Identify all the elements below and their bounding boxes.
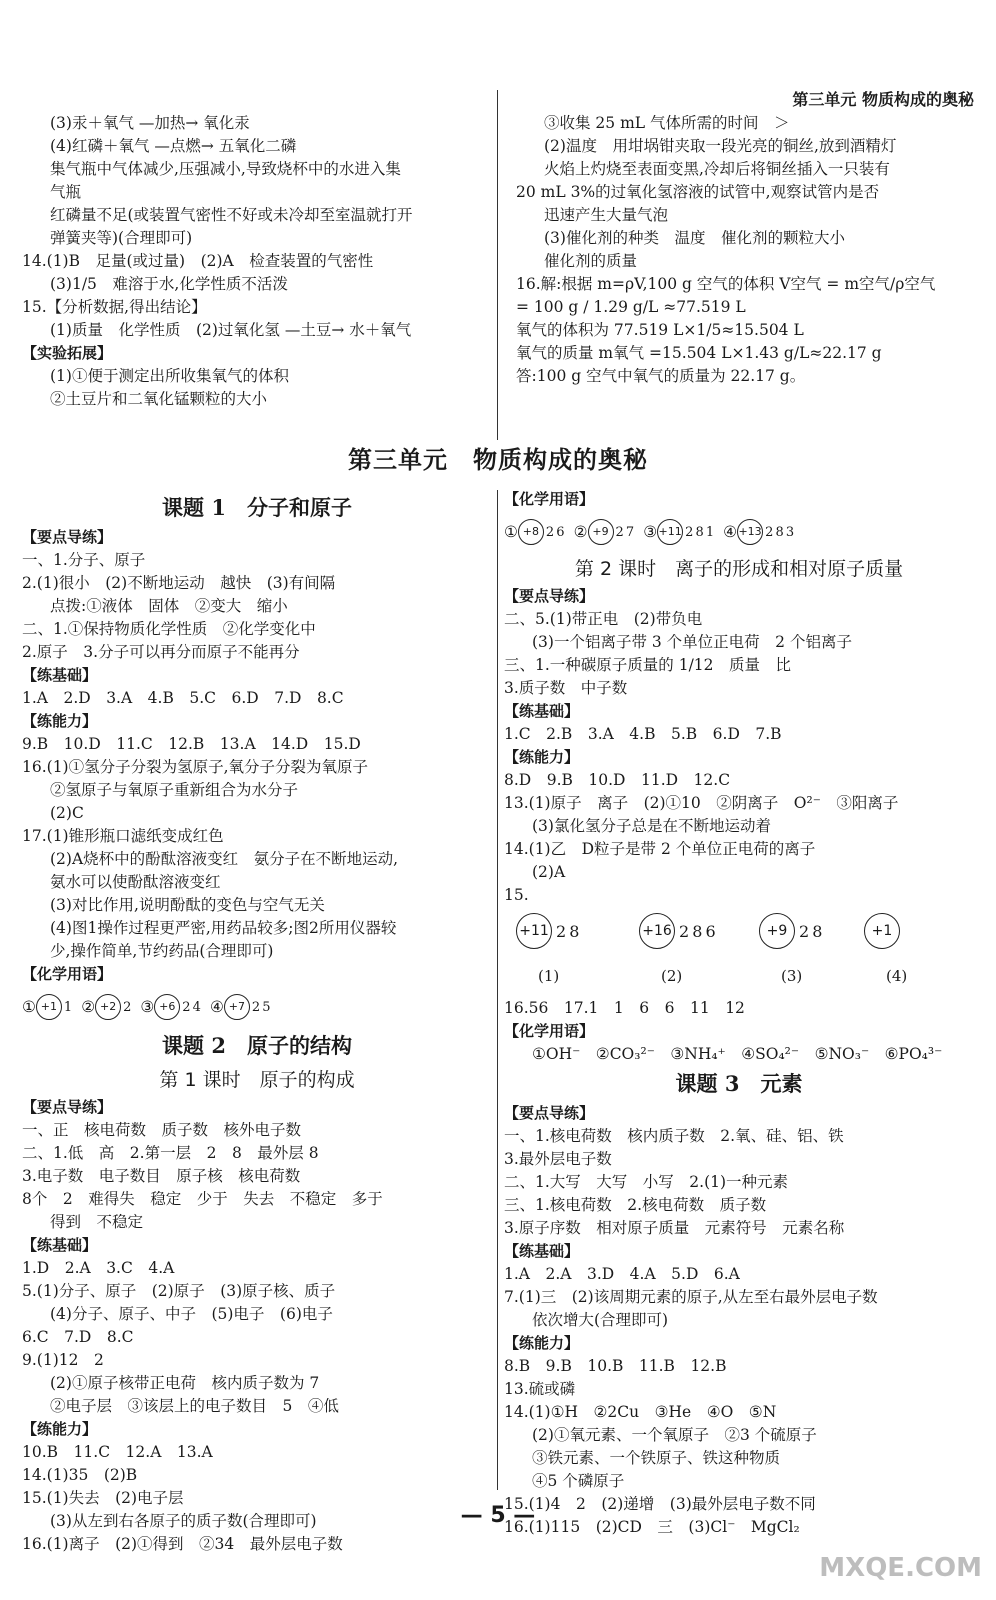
text-line: 15.(1)失去 (2)电子层 xyxy=(22,1489,184,1507)
atom-structure-diagram xyxy=(140,994,200,1020)
text-line: 【要点导练】 xyxy=(22,528,113,546)
text-line: ④5 个磷原子 xyxy=(532,1472,625,1490)
text-line: (3)汞＋氧气 —加热→ 氧化汞 xyxy=(50,114,250,132)
text-line: ②电子层 ③该层上的电子数目 5 ④低 xyxy=(50,1397,339,1415)
text-line: 14.(1)B 足量(或过量) (2)A 检查装置的气密性 xyxy=(22,252,374,270)
electron-shells: 2 8 xyxy=(799,921,822,941)
ion-structure-diagram xyxy=(759,913,821,949)
nucleus-circle: +1 xyxy=(36,994,62,1020)
atom-index: ② xyxy=(573,522,588,541)
atom-index: ① xyxy=(504,522,518,541)
text-line: 16.(1)115 (2)CD 三 (3)Cl⁻ MgCl₂ xyxy=(504,1518,800,1536)
text-line: 一、1.分子、原子 xyxy=(22,551,146,569)
text-line: (1)①便于测定出所收集氧气的体积 xyxy=(50,367,289,385)
text-line: ②氢原子与氧原子重新组合为水分子 xyxy=(50,781,299,799)
text-line: 得到 不稳定 xyxy=(50,1213,144,1231)
lesson3-body xyxy=(504,1102,974,1539)
text-line: 集气瓶中气体减少,压强减小,导致烧杯中的水进入集 xyxy=(50,160,401,178)
text-line: 14.(1)乙 D粒子是带 2 个单位正电荷的离子 xyxy=(504,840,816,858)
lesson2-subtitle: 第 1 课时 原子的构成 xyxy=(159,1069,355,1091)
text-line: 2.(1)很小 (2)不断地运动 越快 (3)有间隔 xyxy=(22,574,336,592)
text-line: 红磷量不足(或装置气密性不好或未冷却至室温就打开 xyxy=(50,206,413,224)
text-line: 8.B 9.B 10.B 11.B 12.B xyxy=(504,1357,727,1375)
text-line: (4)分子、原子、中子 (5)电子 (6)电子 xyxy=(50,1305,333,1323)
text-line: 【练能力】 xyxy=(22,1420,98,1438)
nucleus-circle: +7 xyxy=(224,994,250,1020)
lesson2-part2-subtitle: 第 2 课时 离子的形成和相对原子质量 xyxy=(574,558,904,580)
electron-shells: 2 xyxy=(123,999,131,1015)
text-line: 13.(1)原子 离子 (2)①10 ②阴离子 O²⁻ ③阳离子 xyxy=(504,794,899,812)
nucleus-circle: +11 xyxy=(516,913,552,949)
text-line: 弹簧夹等)(合理即可) xyxy=(50,229,193,247)
nucleus-circle: +9 xyxy=(759,913,795,949)
text-line: 催化剂的质量 xyxy=(544,252,638,270)
text-line: 10.B 11.C 12.A 13.A xyxy=(22,1443,213,1461)
watermark-logo: MXQE.COM xyxy=(819,1553,982,1583)
text-line: 6.C 7.D 8.C xyxy=(22,1328,134,1346)
atom-index: ④ xyxy=(723,522,738,541)
text-line: 15. xyxy=(504,886,529,904)
ion-label: (3) xyxy=(781,967,803,985)
text-line: 【要点导练】 xyxy=(504,587,595,605)
text-line: (2)C xyxy=(50,804,84,822)
text-line: 【实验拓展】 xyxy=(22,344,113,362)
text-line: 1.A 2.D 3.A 4.B 5.C 6.D 7.D 8.C xyxy=(22,689,344,707)
text-line: 【练基础】 xyxy=(504,702,580,720)
text-line: 三、1.一种碳原子质量的 1/12 质量 比 xyxy=(504,656,792,674)
atom-index: ④ xyxy=(209,997,224,1016)
text-line: 二、1.①保持物质化学性质 ②化学变化中 xyxy=(22,620,316,638)
chem-terms-label: 【化学用语】 xyxy=(504,490,595,508)
text-line: ③铁元素、一个铁原子、铁这种物质 xyxy=(532,1449,781,1467)
text-line: 【练能力】 xyxy=(22,712,98,730)
text-line: 17.(1)锥形瓶口滤纸变成红色 xyxy=(22,827,224,845)
ion-label: (2) xyxy=(661,967,683,985)
text-line: 【练基础】 xyxy=(504,1242,580,1260)
text-line: 氨水可以使酚酞溶液变红 xyxy=(50,873,221,891)
text-line: 16.(1)①氢分子分裂为氢原子,氧分子分裂为氧原子 xyxy=(22,758,369,776)
electron-shells: 2 8 3 xyxy=(765,524,794,540)
unit-title: 第三单元 物质构成的奥秘 xyxy=(348,445,648,474)
nucleus-circle: +8 xyxy=(518,519,544,545)
text-line: 16.56 17.1 1 6 6 11 12 xyxy=(504,999,745,1017)
page-number: — 5 — xyxy=(460,1503,536,1528)
text-line: 迅速产生大量气泡 xyxy=(544,206,669,224)
ion-label: (1) xyxy=(538,967,560,985)
text-line: 1.A 2.A 3.D 4.A 5.D 6.A xyxy=(504,1265,740,1283)
lesson1-title: 课题 1 分子和原子 xyxy=(162,495,352,520)
text-line: 14.(1)35 (2)B xyxy=(22,1466,138,1484)
text-line: ②土豆片和二氧化锰颗粒的大小 xyxy=(50,390,268,408)
ion-structure-diagram xyxy=(516,913,578,949)
atom-structure-diagram xyxy=(723,519,793,545)
text-line: (2)①氧元素、一个氧原子 ②3 个硫原子 xyxy=(532,1426,817,1444)
text-line: 20 mL 3%的过氧化氢溶液的试管中,观察试管内是否 xyxy=(516,183,880,201)
text-line: (3)催化剂的种类 温度 催化剂的颗粒大小 xyxy=(544,229,845,247)
text-line: 3.最外层电子数 xyxy=(504,1150,612,1168)
text-line: (2)A xyxy=(532,863,566,881)
lesson2-part2-body xyxy=(504,585,974,907)
text-line: 5.(1)分子、原子 (2)原子 (3)原子核、质子 xyxy=(22,1282,336,1300)
nucleus-circle: +2 xyxy=(95,994,121,1020)
bottom-left-column xyxy=(22,490,492,1556)
ion-label: (4) xyxy=(886,967,908,985)
text-line: 3.电子数 电子数目 原子核 核电荷数 xyxy=(22,1167,301,1185)
nucleus-circle: +11 xyxy=(657,519,683,545)
text-line: 3.质子数 中子数 xyxy=(504,679,628,697)
electron-shells: 2 6 xyxy=(545,524,564,540)
atom-structure-diagram xyxy=(504,519,564,545)
text-line: (1)质量 化学性质 (2)过氧化氢 —土豆→ 水＋氧气 xyxy=(50,321,412,339)
text-line: 火焰上灼烧至表面变黑,冷却后将铜丝插入一只装有 xyxy=(544,160,890,178)
text-line: 二、5.(1)带正电 (2)带负电 xyxy=(504,610,703,628)
text-line: (2)A烧杯中的酚酞溶液变红 氨分子在不断地运动, xyxy=(50,850,399,868)
text-line: (3)对比作用,说明酚酞的变色与空气无关 xyxy=(50,896,325,914)
text-line: (4)图1操作过程更严密,用药品较多;图2所用仪器较 xyxy=(50,919,397,937)
text-line: (3)一个铝离子带 3 个单位正电荷 2 个铝离子 xyxy=(532,633,852,651)
text-line: 9.B 10.D 11.C 12.B 13.A 14.D 15.D xyxy=(22,735,361,753)
electron-shells: 1 xyxy=(63,999,72,1015)
text-line: 3.原子序数 相对原子质量 元素符号 元素名称 xyxy=(504,1219,845,1237)
electron-shells: 2 8 xyxy=(556,921,579,941)
nucleus-circle: +13 xyxy=(737,519,763,545)
text-line: (2)温度 用坩埚钳夹取一段光亮的铜丝,放到酒精灯 xyxy=(544,137,897,155)
text-line: (2)①原子核带正电荷 核内质子数为 7 xyxy=(50,1374,320,1392)
top-right-column xyxy=(516,112,986,388)
text-line: 依次增大(合理即可) xyxy=(532,1311,669,1329)
text-line: 气瓶 xyxy=(50,183,82,201)
electron-shells: 2 8 1 xyxy=(685,524,714,540)
electron-shells: 2 8 6 xyxy=(679,921,715,941)
text-line: 7.(1)三 (2)该周期元素的原子,从左至右最外层电子数 xyxy=(504,1288,878,1306)
electron-shells: 2 4 xyxy=(182,999,200,1015)
text-line: (4)红磷＋氧气 —点燃→ 五氧化二磷 xyxy=(50,137,297,155)
bottom-right-column xyxy=(504,488,974,1539)
text-line: 8.D 9.B 10.D 11.D 12.C xyxy=(504,771,731,789)
atom-structure-diagram xyxy=(210,994,270,1020)
atom-index: ③ xyxy=(643,522,658,541)
text-line: = 100 g / 1.29 g/L ≈77.519 L xyxy=(516,298,746,316)
text-line: 8个 2 难得失 稳定 少于 失去 不稳定 多于 xyxy=(22,1190,383,1208)
right-atom-diagrams xyxy=(504,511,974,553)
text-line: 15.(1)4 2 (2)递增 (3)最外层电子数不同 xyxy=(504,1495,816,1513)
text-line: 15.【分析数据,得出结论】 xyxy=(22,298,207,316)
text-line: 9.(1)12 2 xyxy=(22,1351,104,1369)
text-line: 【化学用语】 xyxy=(22,965,113,983)
text-line: 【化学用语】 xyxy=(504,1022,595,1040)
text-line: 【练基础】 xyxy=(22,1236,98,1254)
atom-structure-diagram xyxy=(22,994,71,1020)
nucleus-circle: +16 xyxy=(639,913,675,949)
text-line: 答:100 g 空气中氧气的质量为 22.17 g。 xyxy=(516,367,806,385)
text-line: 二、1.低 高 2.第一层 2 8 最外层 8 xyxy=(22,1144,319,1162)
ion-structure-diagram xyxy=(639,913,715,949)
text-line: 2.原子 3.分子可以再分而原子不能再分 xyxy=(22,643,300,661)
atom-index: ① xyxy=(22,997,36,1016)
text-line: 【练基础】 xyxy=(22,666,98,684)
ion-diagrams xyxy=(504,907,974,997)
text-line: ①OH⁻ ②CO₃²⁻ ③NH₄⁺ ④SO₄²⁻ ⑤NO₃⁻ ⑥PO₄³⁻ xyxy=(532,1045,943,1063)
top-left-column xyxy=(22,112,492,411)
text-line: 【练能力】 xyxy=(504,1334,580,1352)
nucleus-circle: +1 xyxy=(864,913,900,949)
lesson3-title: 课题 3 元素 xyxy=(675,1071,803,1096)
text-line: 16.(1)离子 (2)①得到 ②34 最外层电子数 xyxy=(22,1535,343,1553)
atom-structure-diagram xyxy=(81,994,130,1020)
text-line: 少,操作简单,节约药品(合理即可) xyxy=(50,942,274,960)
atom-structure-diagram xyxy=(574,519,634,545)
text-line: 氧气的体积为 77.519 L×1/5≈15.504 L xyxy=(516,321,804,339)
column-divider-top xyxy=(497,90,498,440)
text-line: (3)从左到右各原子的质子数(合理即可) xyxy=(50,1512,317,1530)
electron-shells: 2 5 xyxy=(251,999,270,1015)
text-line: 16.解:根据 m=ρV,100 g 空气的体积 V空气 = m空气/ρ空气 xyxy=(516,275,936,293)
ion-structure-diagram xyxy=(864,913,904,949)
nucleus-circle: +9 xyxy=(588,519,614,545)
text-line: 【练能力】 xyxy=(504,748,580,766)
text-line: 点拨:①液体 固体 ②变大 缩小 xyxy=(50,597,288,615)
text-line: 一、正 核电荷数 质子数 核外电子数 xyxy=(22,1121,302,1139)
text-line: 一、1.核电荷数 核内质子数 2.氧、硅、铝、铁 xyxy=(504,1127,844,1145)
atom-index: ③ xyxy=(140,997,155,1016)
text-line: (3)氯化氢分子总是在不断地运动着 xyxy=(532,817,771,835)
text-line: 1.D 2.A 3.C 4.A xyxy=(22,1259,175,1277)
lesson2-part2-end xyxy=(504,997,974,1066)
lesson1-atom-diagrams xyxy=(22,986,492,1028)
lesson2-body xyxy=(22,1096,492,1556)
column-divider-bottom xyxy=(497,490,498,1490)
text-line: 【要点导练】 xyxy=(22,1098,113,1116)
text-line: 【要点导练】 xyxy=(504,1104,595,1122)
lesson1-body xyxy=(22,526,492,986)
lesson2-title: 课题 2 原子的结构 xyxy=(162,1033,352,1058)
text-line: (3)1/5 难溶于水,化学性质不活泼 xyxy=(50,275,288,293)
text-line: 13.硫或磷 xyxy=(504,1380,576,1398)
text-line: 氧气的质量 m氧气 =15.504 L×1.43 g/L≈22.17 g xyxy=(516,344,882,362)
text-line: ③收集 25 mL 气体所需的时间 ＞ xyxy=(544,114,790,132)
text-line: 1.C 2.B 3.A 4.B 5.B 6.D 7.B xyxy=(504,725,782,743)
text-line: 二、1.大写 大写 小写 2.(1)一种元素 xyxy=(504,1173,789,1191)
nucleus-circle: +6 xyxy=(154,994,180,1020)
atom-structure-diagram xyxy=(643,519,713,545)
page-header: 第三单元 物质构成的奥秘 xyxy=(792,90,974,109)
text-line: 14.(1)①H ②2Cu ③He ④O ⑤N xyxy=(504,1403,777,1421)
electron-shells: 2 7 xyxy=(615,524,634,540)
text-line: 三、1.核电荷数 2.核电荷数 质子数 xyxy=(504,1196,767,1214)
atom-index: ② xyxy=(81,997,96,1016)
